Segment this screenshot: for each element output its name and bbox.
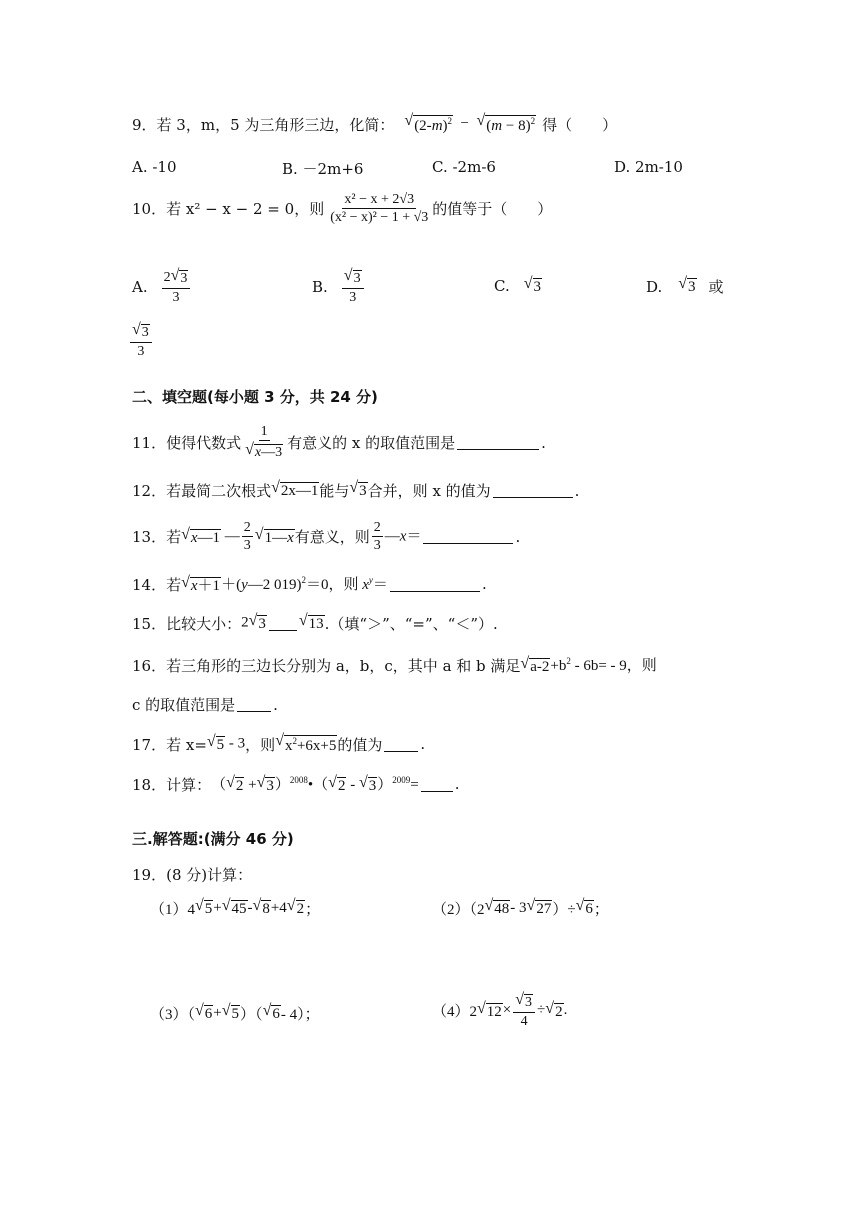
q10-option-b-value: √ 3 3 [342,268,364,305]
q9-option-b: B. －2m+6 [282,160,364,178]
question-18 [132,773,460,796]
q15-b: √ 13 [298,612,324,633]
q9-expression: √ $(2-m)^2$ − √ $(m - 8)^2$ [404,112,536,134]
q11-fraction: 1 √ x—3 [245,424,283,461]
q15-a: 2 √ 3 [241,612,266,633]
question-15 [132,613,498,634]
q17-mid: ，则 [245,735,276,754]
q10-option-d-or: 或 [708,278,724,296]
q12-end: . [574,481,580,500]
q10-label: 10．若 x² − x − 2 = 0，则 [132,200,325,219]
q10-option-d-extra: √ 3 3 [128,322,154,359]
q19-part-1: （1）4 √ 5 + √ 45 - √ 8 +4 √ 2 ； [150,897,321,918]
q18-answer-blank[interactable] [421,777,453,792]
q10-option-d [646,276,724,297]
q10-option-c-value: √ 3 [523,275,541,295]
section-3-heading: 三.解答题:(满分 46 分) [132,830,294,848]
q16-expression: √ a-2 $+b^2 - 6b= - 9$，则 [520,655,657,676]
question-16 [132,654,657,677]
q10-option-d-label: D. [646,277,663,296]
q9-option-a: A. -10 [132,158,177,176]
q10-option-c [494,276,542,296]
q17-expression: √ $x^2+6x+5$ [275,732,337,754]
q12-radicand-1: 2x—1 [280,483,319,500]
q11-answer-blank[interactable] [457,435,539,450]
q14-end: . [481,575,487,594]
q10-option-d-value: √ 3 [678,275,696,296]
q19-part-4: （4）2 √ 12 × √ 3 4 ÷ √ 2 . [432,991,568,1030]
q13-expression: √ x—1 — $\frac{2}{3}$ √ 1—x [181,520,294,554]
q10-fraction [328,192,430,226]
question-12 [132,480,579,501]
question-16-line2 [132,694,278,715]
q15-suffix: .（填“＞”、“=”、“＜”）. [324,615,498,633]
q12-suffix: 合并，则 x 的值为 [367,482,491,500]
q10-option-c-label: C. [494,277,510,296]
q11-prefix: 11．使得代数式 [132,434,242,453]
q10-option-a-value: 2 √ 3 3 [162,268,191,305]
q17-answer-blank[interactable] [384,737,418,752]
question-10 [132,192,552,226]
q16-end: . [273,695,278,714]
q14-expression: √ x＋1 ＋(y—2 019)$^2$＝0，则 $x^y=$ [181,574,388,595]
q16-line2: c 的取值范围是 [132,696,236,714]
section-2-heading: 二、填空题(每小题 3 分，共 24 分) [132,388,378,406]
q11-suffix: 有意义的 x 的取值范围是 [287,434,456,453]
q9-label: 9．若 3，m，5 为三角形三边，化简： [132,115,395,134]
q14-answer-blank[interactable] [390,577,480,592]
question-14 [132,573,487,596]
q10-option-a [132,268,192,305]
q12-radical-1: √ 2x—1 [271,479,319,500]
q14-prefix: 14．若 [132,575,182,594]
q13-expression-2: $\frac{2}{3}$ —x＝ [373,520,422,554]
q17-suffix: 的值为 [337,735,383,754]
q17-x-value: √ 5 - 3 [206,733,246,753]
q12-answer-blank[interactable] [493,483,573,498]
q10-option-b [312,268,366,305]
q10-option-b-label: B. [312,277,328,296]
q19-part-2: （2）（2 √ 48 - 3 √ 27 ）÷ √ 6 ； [432,897,609,918]
q11-end: . [541,433,546,452]
q12-prefix: 12．若最简二次根式 [132,482,272,500]
q10-numerator: x² − x + 2√3 [342,192,416,209]
q16-line1: 16．若三角形的三边长分别为 a，b，c，其中 a 和 b 满足 [132,656,521,675]
q9-option-d: D. 2m-10 [614,158,683,176]
q10-option-a-label: A. [132,277,148,296]
question-9 [132,113,617,135]
q16-answer-blank[interactable] [237,697,271,712]
question-11 [132,424,546,461]
q12-mid: 能与 [319,482,350,500]
q12-radical-2: √ 3 [349,479,367,500]
q18-prefix: 18．计算： [132,775,212,794]
q18-end: . [454,775,460,794]
q13-answer-blank[interactable] [423,529,513,544]
q12-radicand-2: 3 [359,483,367,500]
q9-tail: 得（ ） [542,115,618,134]
question-19: 19．(8 分)计算： [132,866,253,884]
q13-end: . [515,527,521,546]
q10-tail: 的值等于（ ） [432,200,553,219]
q19-part-3: （3）（ √ 6 + √ 5 ）（ √ 6 - 4）； [150,1002,320,1023]
question-17 [132,733,425,755]
q13-prefix: 13．若 [132,528,182,547]
q9-option-c: C. -2m-6 [432,158,496,176]
q13-mid: 有意义，则 [294,528,370,547]
q17-prefix: 17．若 x= [132,735,207,754]
q15-prefix: 15．比较大小： [132,615,242,633]
q17-end: . [420,735,426,754]
q15-answer-blank[interactable] [269,616,297,631]
question-13 [132,520,520,554]
q18-expression: （ √ 2 + √ 3 ）$^{2008}$•（ √ 2 - √ 3 ）$^{2009}$= [211,774,419,795]
q10-denominator: (x² − x)² − 1 + √3 [330,210,429,226]
